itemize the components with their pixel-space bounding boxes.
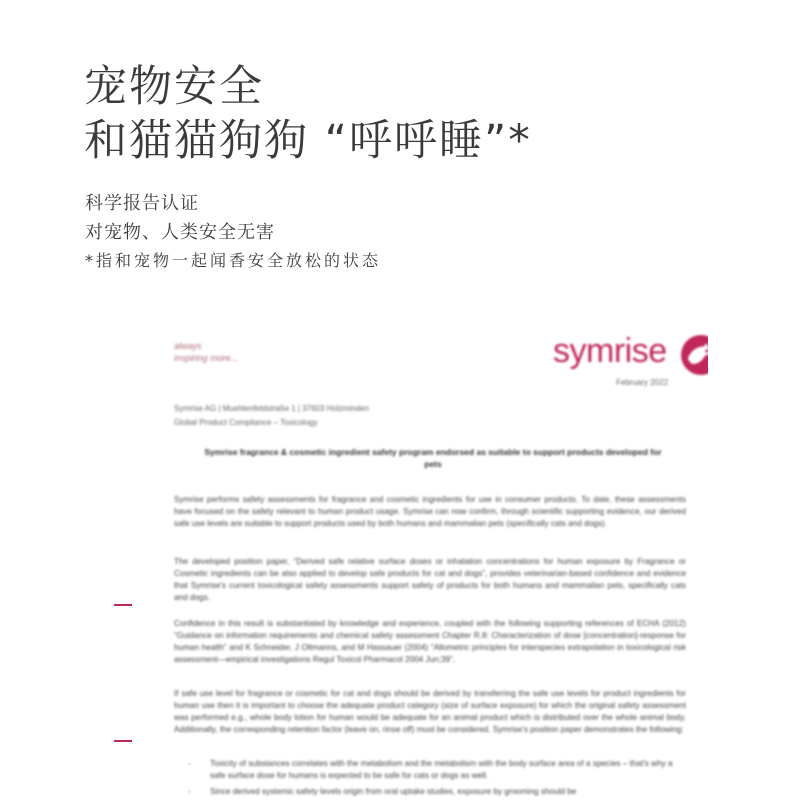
subtitle-line-1: 科学报告认证 [85, 193, 199, 214]
list-item: - Toxicity of substances correlates with the metabolism and the metabolism with the body surface area of a species – that's why a safe surface dose for humans is expected to be safe for cats or dogs as well. [188, 758, 684, 782]
subtitle-footnote: *指和宠物一起闻香安全放松的状态 [85, 251, 382, 270]
document-paragraph: If safe use level for fragrance or cosmetic for cat and dogs should be derived by transferring the safe use levels for product ingredients for human use then it is important to choose the adequate product category (size of surface exposure) for which the original safety assessment was performed e.g., whole body lotion for human would be adequate for an animal product which is distributed over the whole animal body. Additionally, the corresponding retention factor (leave on, rinse off) must be considered. Symrise's position paper demonstrates the following: [174, 689, 686, 734]
document-paragraph: Symrise performs safety assessments for fragrance and cosmetic ingredients for use in consumer products. To date, these assessments have focused on the safety relevant to human product usage. Symrise can now confirm, through scientific supporting evidence, our derived safe use levels are suitable to support products used by both humans and mammalian pets (specifically cats and dogs). [174, 495, 686, 528]
tagline-line-1: always [174, 341, 202, 351]
document-title: Symrise fragrance & cosmetic ingredient safety program endorsed as suitable to support products developed for pets [204, 447, 662, 469]
subtitle-line-2: 对宠物、人类安全无害 [85, 222, 275, 243]
symrise-logo-icon [680, 334, 708, 376]
tagline-line-2: inspiring more... [174, 353, 239, 363]
headline-line-1: 宠物安全 [84, 62, 264, 112]
list-item: - Since derived systemic safety levels origin from oral uptake studies, exposure by grooming should be [188, 786, 684, 798]
findings-list [188, 758, 684, 800]
brand-tagline [174, 340, 238, 364]
certificate-document [148, 318, 708, 800]
department-line: Global Product Compliance – Toxicology [174, 418, 318, 427]
document-paragraph: Confidence in this result is substantiated by knowledge and experience, coupled with the following supporting references of ECHA (2012) “Guidance on information requirements and chemical safety assessment Chapter R.8: Characterization of dose [concentration]-response for human health” and K Schneider, J Oltmanns, and M Hassauer (2004) “Allometric principles for interspecies extrapolation in toxicological risk assessment—empirical investigations Regul Toxicol Pharmacol 2004 Jun;39”. [174, 619, 686, 664]
headline-line-2: 和猫猫狗狗 “呼呼睡”* [84, 116, 532, 166]
margin-mark [114, 740, 132, 742]
document-date: February 2022 [616, 378, 669, 387]
margin-mark [114, 604, 132, 606]
address-line: Symrise AG | Muehlenfeldstraße 1 | 37603 Holzminden [174, 404, 369, 413]
sender-address [174, 402, 369, 430]
brand-name: symrise [553, 332, 667, 370]
document-paragraph: The developed position paper, “Derived safe relative surface doses or inhalation concentrations for human exposure by Fragrance or Cosmetic ingredients can be also applied to develop safe products for cat and dogs”, provides veterinarian-based confidence and evidence that Symrise's current toxicological safety assessments support safety of products for both humans and mammalian pets, specifically cats and dogs. [174, 557, 686, 602]
